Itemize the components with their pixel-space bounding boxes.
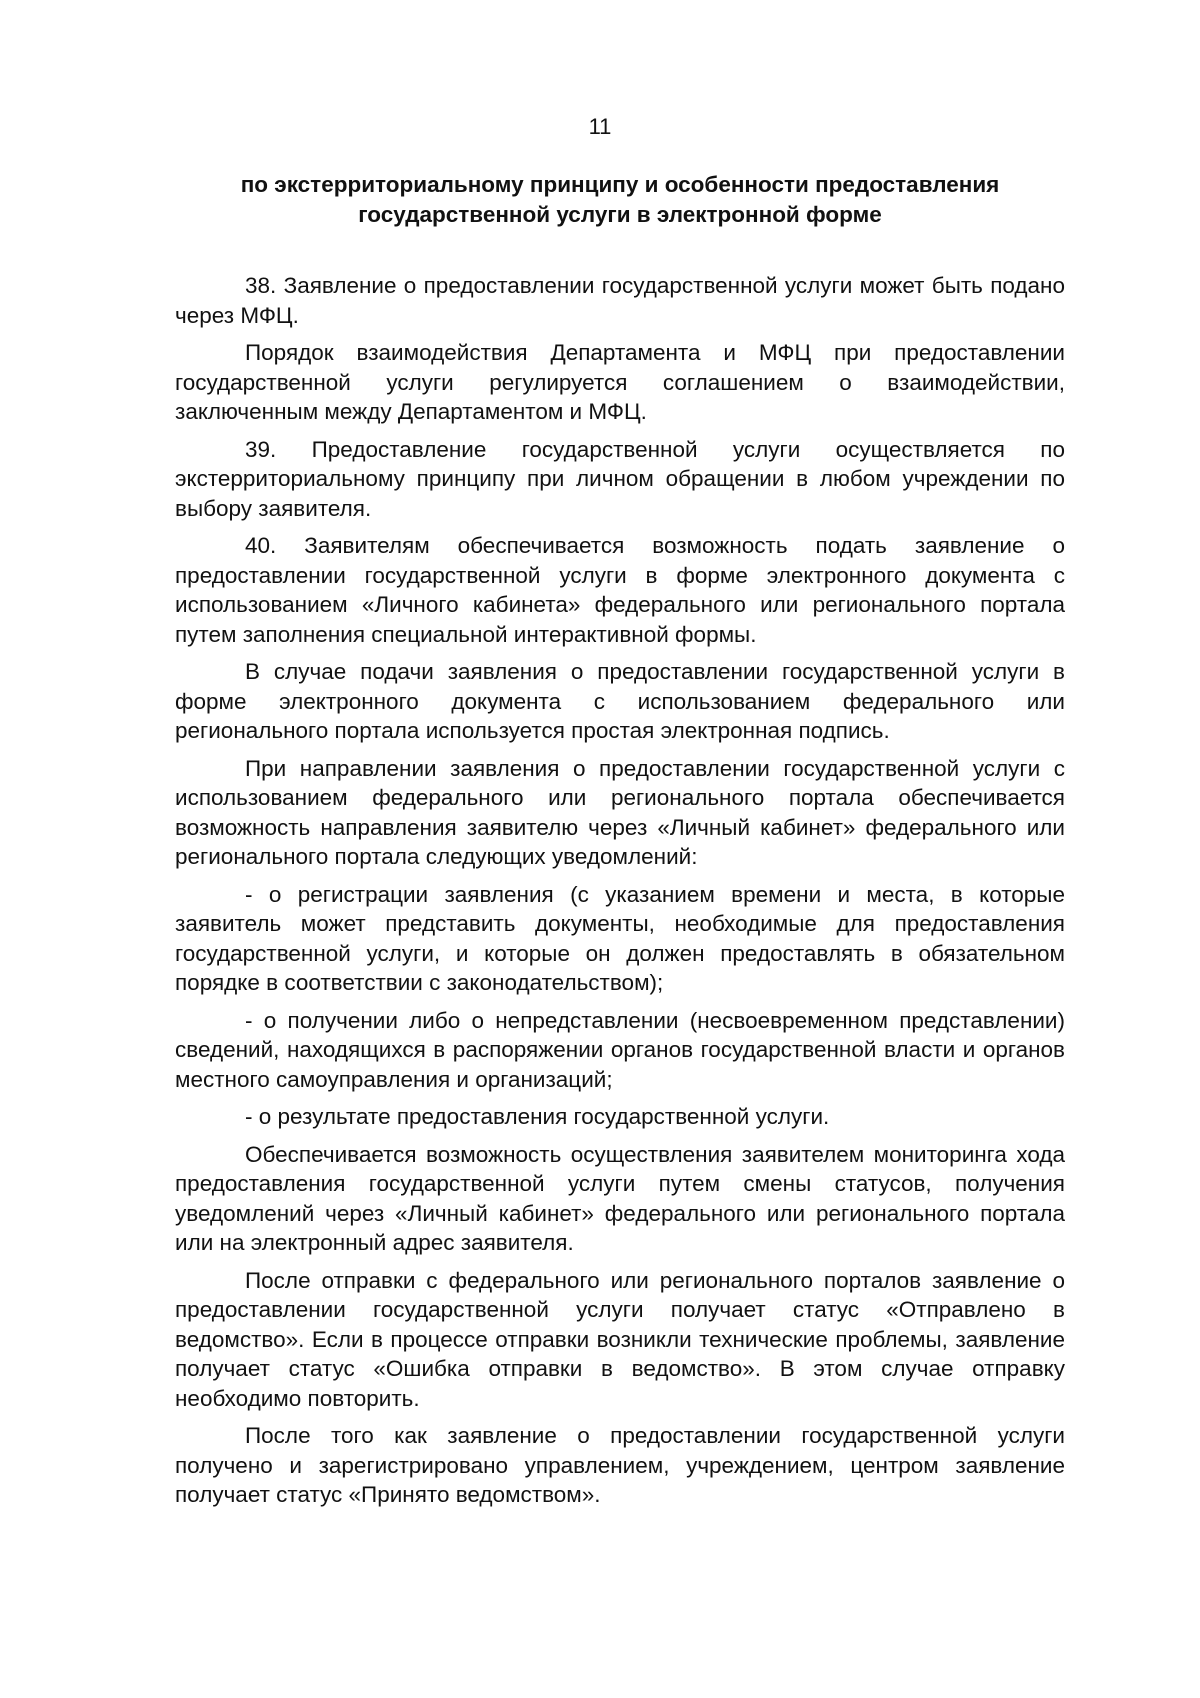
- paragraph-39: 39. Предоставление государственной услуги осуществляется по экстерриториальному принципу при личном обращении в любом учреждении по выбору заявителя.: [175, 436, 1065, 521]
- paragraph-interaction-order: Порядок взаимодействия Департамента и МФЦ при предоставлении государственной услуги регулируется соглашением о взаимодействии, заключенным между Департаментом и МФЦ.: [175, 340, 1065, 424]
- page-number: 11: [588, 114, 612, 139]
- paragraph-monitoring: Обеспечивается возможность осуществления заявителем мониторинга хода предоставления государственной услуги путем смены статусов, получения уведомлений через «Личный кабинет» федерального или регионального портала или на электронный адрес заявителя.: [175, 1141, 1065, 1255]
- list-item-receipt: - о получении либо о непредставлении (несвоевременном представлении) сведений, находящихся в распоряжении органов государственной власти и органов местного самоуправления и организаций;: [175, 1007, 1065, 1092]
- document-body: [175, 271, 1065, 1518]
- paragraph-status-accepted: После того как заявление о предоставлении государственной услуги получено и зарегистрировано управлением, учреждением, центром заявление получает статус «Принято ведомством».: [175, 1423, 1065, 1507]
- paragraph-40: 40. Заявителям обеспечивается возможность подать заявление о предоставлении государственной услуги в форме электронного документа с использованием «Личного кабинета» федерального или регионального портала путем заполнения специальной интерактивной формы.: [175, 533, 1065, 647]
- paragraph-status-sent: После отправки с федерального или регионального порталов заявление о предоставлении государственной услуги получает статус «Отправлено в ведомство». Если в процессе отправки возникли технические проблемы, заявление получает статус «Ошибка отправки в ведомство». В этом случае отправку необходимо повторить.: [175, 1267, 1065, 1411]
- section-heading-line-1: по экстерриториальному принципу и особенности предоставления: [240, 172, 1000, 197]
- paragraph-notifications: При направлении заявления о предоставлении государственной услуги с использованием федерального или регионального портала обеспечивается возможность направления заявителю через «Личный кабинет» федерального или регионального портала следующих уведомлений:: [175, 755, 1065, 869]
- section-heading: [175, 170, 1065, 230]
- section-heading-line-2: государственной услуги в электронной форме: [358, 202, 882, 227]
- list-item-result: - о результате предоставления государственной услуги.: [245, 1104, 830, 1129]
- paragraph-38: 38. Заявление о предоставлении государственной услуги может быть подано через МФЦ.: [175, 273, 1065, 328]
- list-item-registration: - о регистрации заявления (с указанием времени и места, в которые заявитель может представить документы, необходимые для предоставления государственной услуги, и которые он должен предоставлять в обязательном порядке в соответствии с законодательством);: [175, 881, 1065, 995]
- paragraph-electronic-signature: В случае подачи заявления о предоставлении государственной услуги в форме электронного документа с использованием федерального или регионального портала используется простая электронная подпись.: [175, 659, 1065, 743]
